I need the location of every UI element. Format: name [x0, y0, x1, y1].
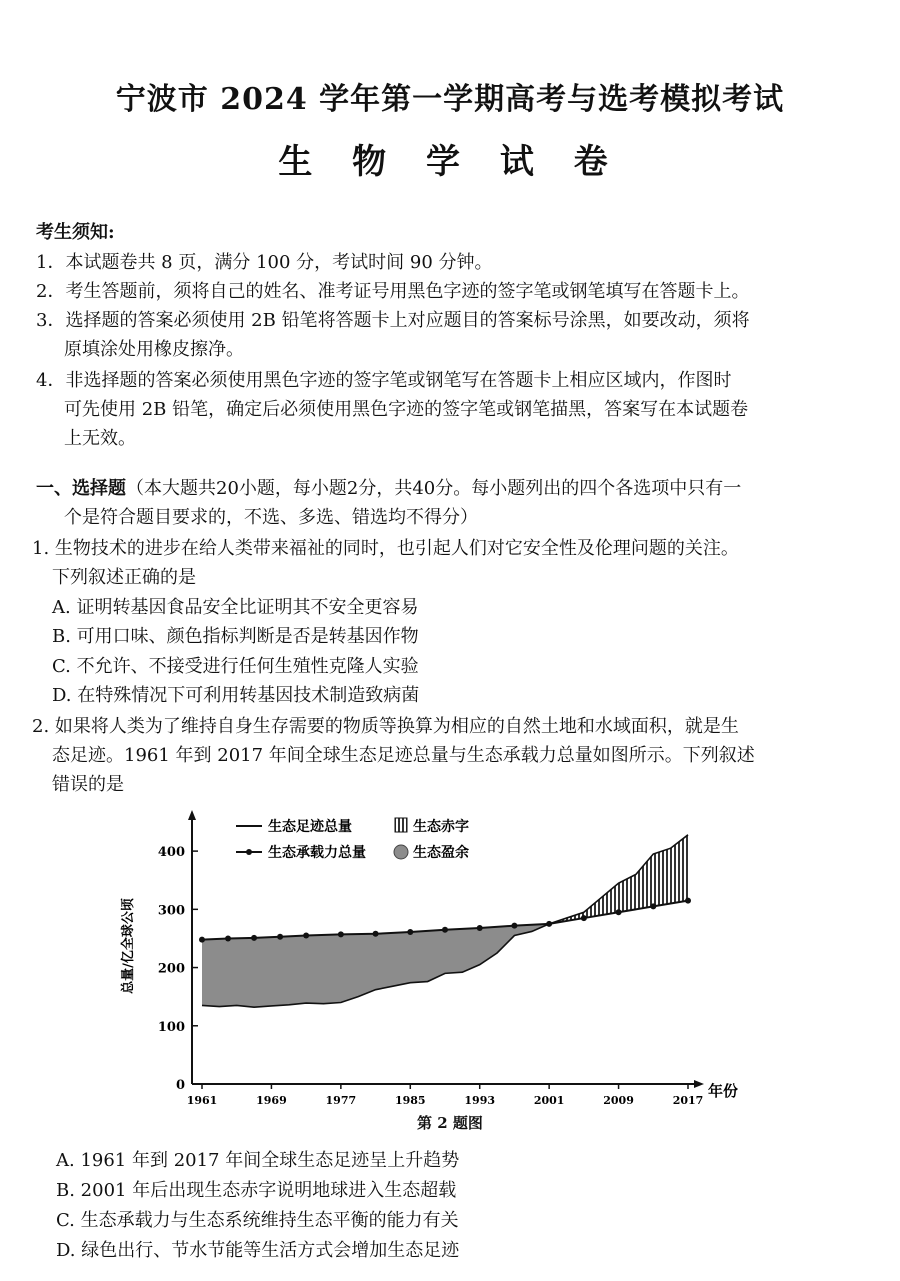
x-tick-label: 2017 — [672, 1094, 704, 1107]
x-tick-label: 1961 — [186, 1094, 218, 1107]
legend-deficit-label: 生态赤字 — [413, 819, 469, 835]
q1-option-b: B. 可用口味、颜色指标判断是否是转基因作物 — [52, 626, 419, 647]
capacity-point — [581, 915, 587, 921]
figure-caption: 第 2 题图 — [417, 1114, 483, 1132]
q2-stem-cont: 错误的是 — [52, 774, 124, 795]
capacity-point — [199, 937, 205, 943]
capacity-point — [442, 927, 448, 933]
q2-option-b: B. 2001 年后出现生态赤字说明地球进入生态超载 — [56, 1180, 457, 1201]
legend-surplus-swatch — [394, 845, 408, 859]
section-heading: 一、选择题 — [36, 478, 126, 499]
notice-item: 4．非选择题的答案必须使用黑色字迹的签字笔或钢笔写在答题卡上相应区域内，作图时 — [36, 370, 732, 391]
legend-footprint-label: 生态足迹总量 — [268, 819, 352, 835]
x-tick-label: 1985 — [394, 1094, 426, 1107]
notice-item: 2．考生答题前，须将自己的姓名、准考证号用黑色字迹的签字笔或钢笔填写在答题卡上。 — [36, 281, 750, 302]
q2-option-d: D. 绿色出行、节水节能等生活方式会增加生态足迹 — [56, 1240, 460, 1261]
q2-option-a: A. 1961 年到 2017 年间全球生态足迹呈上升趋势 — [56, 1150, 460, 1171]
capacity-point — [650, 903, 656, 909]
capacity-point — [277, 934, 283, 940]
capacity-point — [407, 929, 413, 935]
capacity-point — [477, 925, 483, 931]
capacity-point — [338, 931, 344, 937]
exam-subtitle: 生 物 学 试 卷 — [278, 142, 622, 182]
y-tick-label: 400 — [157, 845, 185, 861]
q1-option-c: C. 不允许、不接受进行任何生殖性克隆人实验 — [52, 656, 419, 677]
notice-item: 1．本试题卷共 8 页，满分 100 分，考试时间 90 分钟。 — [36, 252, 493, 273]
x-tick-label: 2001 — [533, 1094, 565, 1107]
notice-item: 上无效。 — [64, 428, 136, 449]
capacity-point — [373, 931, 379, 937]
capacity-point — [225, 935, 231, 941]
legend-deficit-swatch — [395, 818, 407, 832]
capacity-point — [685, 898, 691, 904]
q1-option-a: A. 证明转基因食品安全比证明其不安全更容易 — [52, 597, 419, 618]
section-desc-cont: 个是符合题目要求的，不选、多选、错选均不得分） — [64, 507, 478, 528]
legend-surplus-label: 生态盈余 — [413, 845, 469, 861]
capacity-point — [251, 935, 257, 941]
notice-item: 原填涂处用橡皮擦净。 — [64, 339, 244, 360]
q2-option-c: C. 生态承载力与生态系统维持生态平衡的能力有关 — [56, 1210, 459, 1231]
x-tick-label: 1977 — [325, 1094, 357, 1107]
capacity-point — [303, 933, 309, 939]
q2-stem: 2. 如果将人类为了维持自身生存需要的物质等换算为相应的自然土地和水域面积，就是生 — [32, 716, 739, 737]
notice-item: 3．选择题的答案必须使用 2B 铅笔将答题卡上对应题目的答案标号涂黑，如要改动，须将 — [36, 310, 750, 331]
y-tick-label: 200 — [157, 961, 185, 977]
x-tick-label: 1993 — [464, 1094, 496, 1107]
x-tick-label: 2009 — [603, 1094, 634, 1107]
x-tick-label: 1969 — [256, 1094, 287, 1107]
ecological-footprint-chart — [121, 806, 750, 1112]
capacity-point — [616, 909, 622, 915]
section-desc: （本大题共20小题，每小题2分，共40分。每小题列出的四个各选项中只有一 — [126, 478, 742, 499]
y-tick-label: 0 — [175, 1078, 185, 1093]
q2-stem-cont: 态足迹。1961 年到 2017 年间全球生态足迹总量与生态承载力总量如图所示。下列叙述 — [52, 745, 755, 766]
y-axis-label: 总量/亿全球公顷 — [121, 898, 136, 994]
y-axis-arrow-icon — [188, 810, 196, 820]
legend-capacity-label: 生态承载力总量 — [268, 845, 366, 861]
x-axis-arrow-icon — [694, 1080, 704, 1088]
q1-stem-cont: 下列叙述正确的是 — [52, 567, 196, 588]
notice-heading: 考生须知: — [36, 222, 115, 243]
x-axis-label: 年份 — [708, 1082, 739, 1100]
q1-stem: 1. 生物技术的进步在给人类带来福祉的同时，也引起人们对它安全性及伦理问题的关注。 — [32, 538, 739, 559]
y-tick-label: 100 — [157, 1019, 185, 1035]
exam-title: 宁波市 2024 学年第一学期高考与选考模拟考试 — [115, 82, 785, 117]
legend-capacity-marker — [246, 849, 252, 855]
capacity-point — [511, 923, 517, 929]
section-heading-row — [36, 476, 741, 502]
notice-item: 可先使用 2B 铅笔，确定后必须使用黑色字迹的签字笔或钢笔描黑，答案写在本试题卷 — [64, 399, 749, 420]
y-tick-label: 300 — [157, 903, 185, 919]
q1-option-d: D. 在特殊情况下可利用转基因技术制造致病菌 — [52, 685, 420, 706]
